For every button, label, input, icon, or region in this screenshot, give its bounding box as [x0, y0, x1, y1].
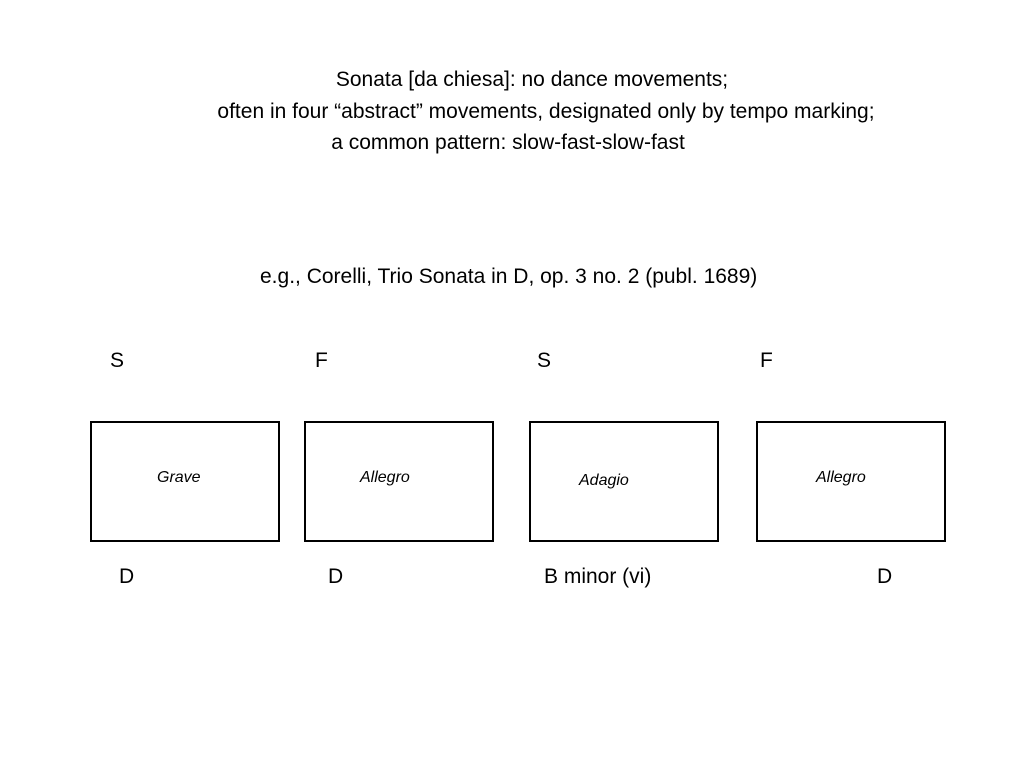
title-line-1: Sonata [da chiesa]: no dance movements;	[335, 68, 729, 91]
movement-2-key: D	[328, 565, 344, 588]
movement-3-marking: Adagio	[579, 472, 629, 489]
movement-4-key: D	[877, 565, 893, 588]
movement-3-box	[529, 421, 719, 542]
movement-1-key: D	[119, 565, 135, 588]
movement-2-tempo: F	[315, 349, 328, 372]
movement-3-tempo: S	[537, 349, 552, 372]
title-line-3: a common pattern: slow-fast-slow-fast	[331, 131, 685, 154]
movement-1-box	[90, 421, 280, 542]
movement-2-box	[304, 421, 494, 542]
movement-4-tempo: F	[760, 349, 773, 372]
title-line-2: often in four “abstract” movements, designated only by tempo marking;	[217, 99, 875, 123]
movement-4-box	[756, 421, 946, 542]
movement-1-tempo: S	[110, 349, 125, 372]
movement-3-key: B minor (vi)	[544, 565, 652, 588]
movement-4-marking: Allegro	[816, 469, 866, 486]
movement-2-marking: Allegro	[360, 469, 410, 486]
slide-title	[0, 64, 1024, 159]
example-caption: e.g., Corelli, Trio Sonata in D, op. 3 no. 2 (publ. 1689)	[260, 265, 758, 288]
movement-1-marking: Grave	[157, 469, 201, 486]
